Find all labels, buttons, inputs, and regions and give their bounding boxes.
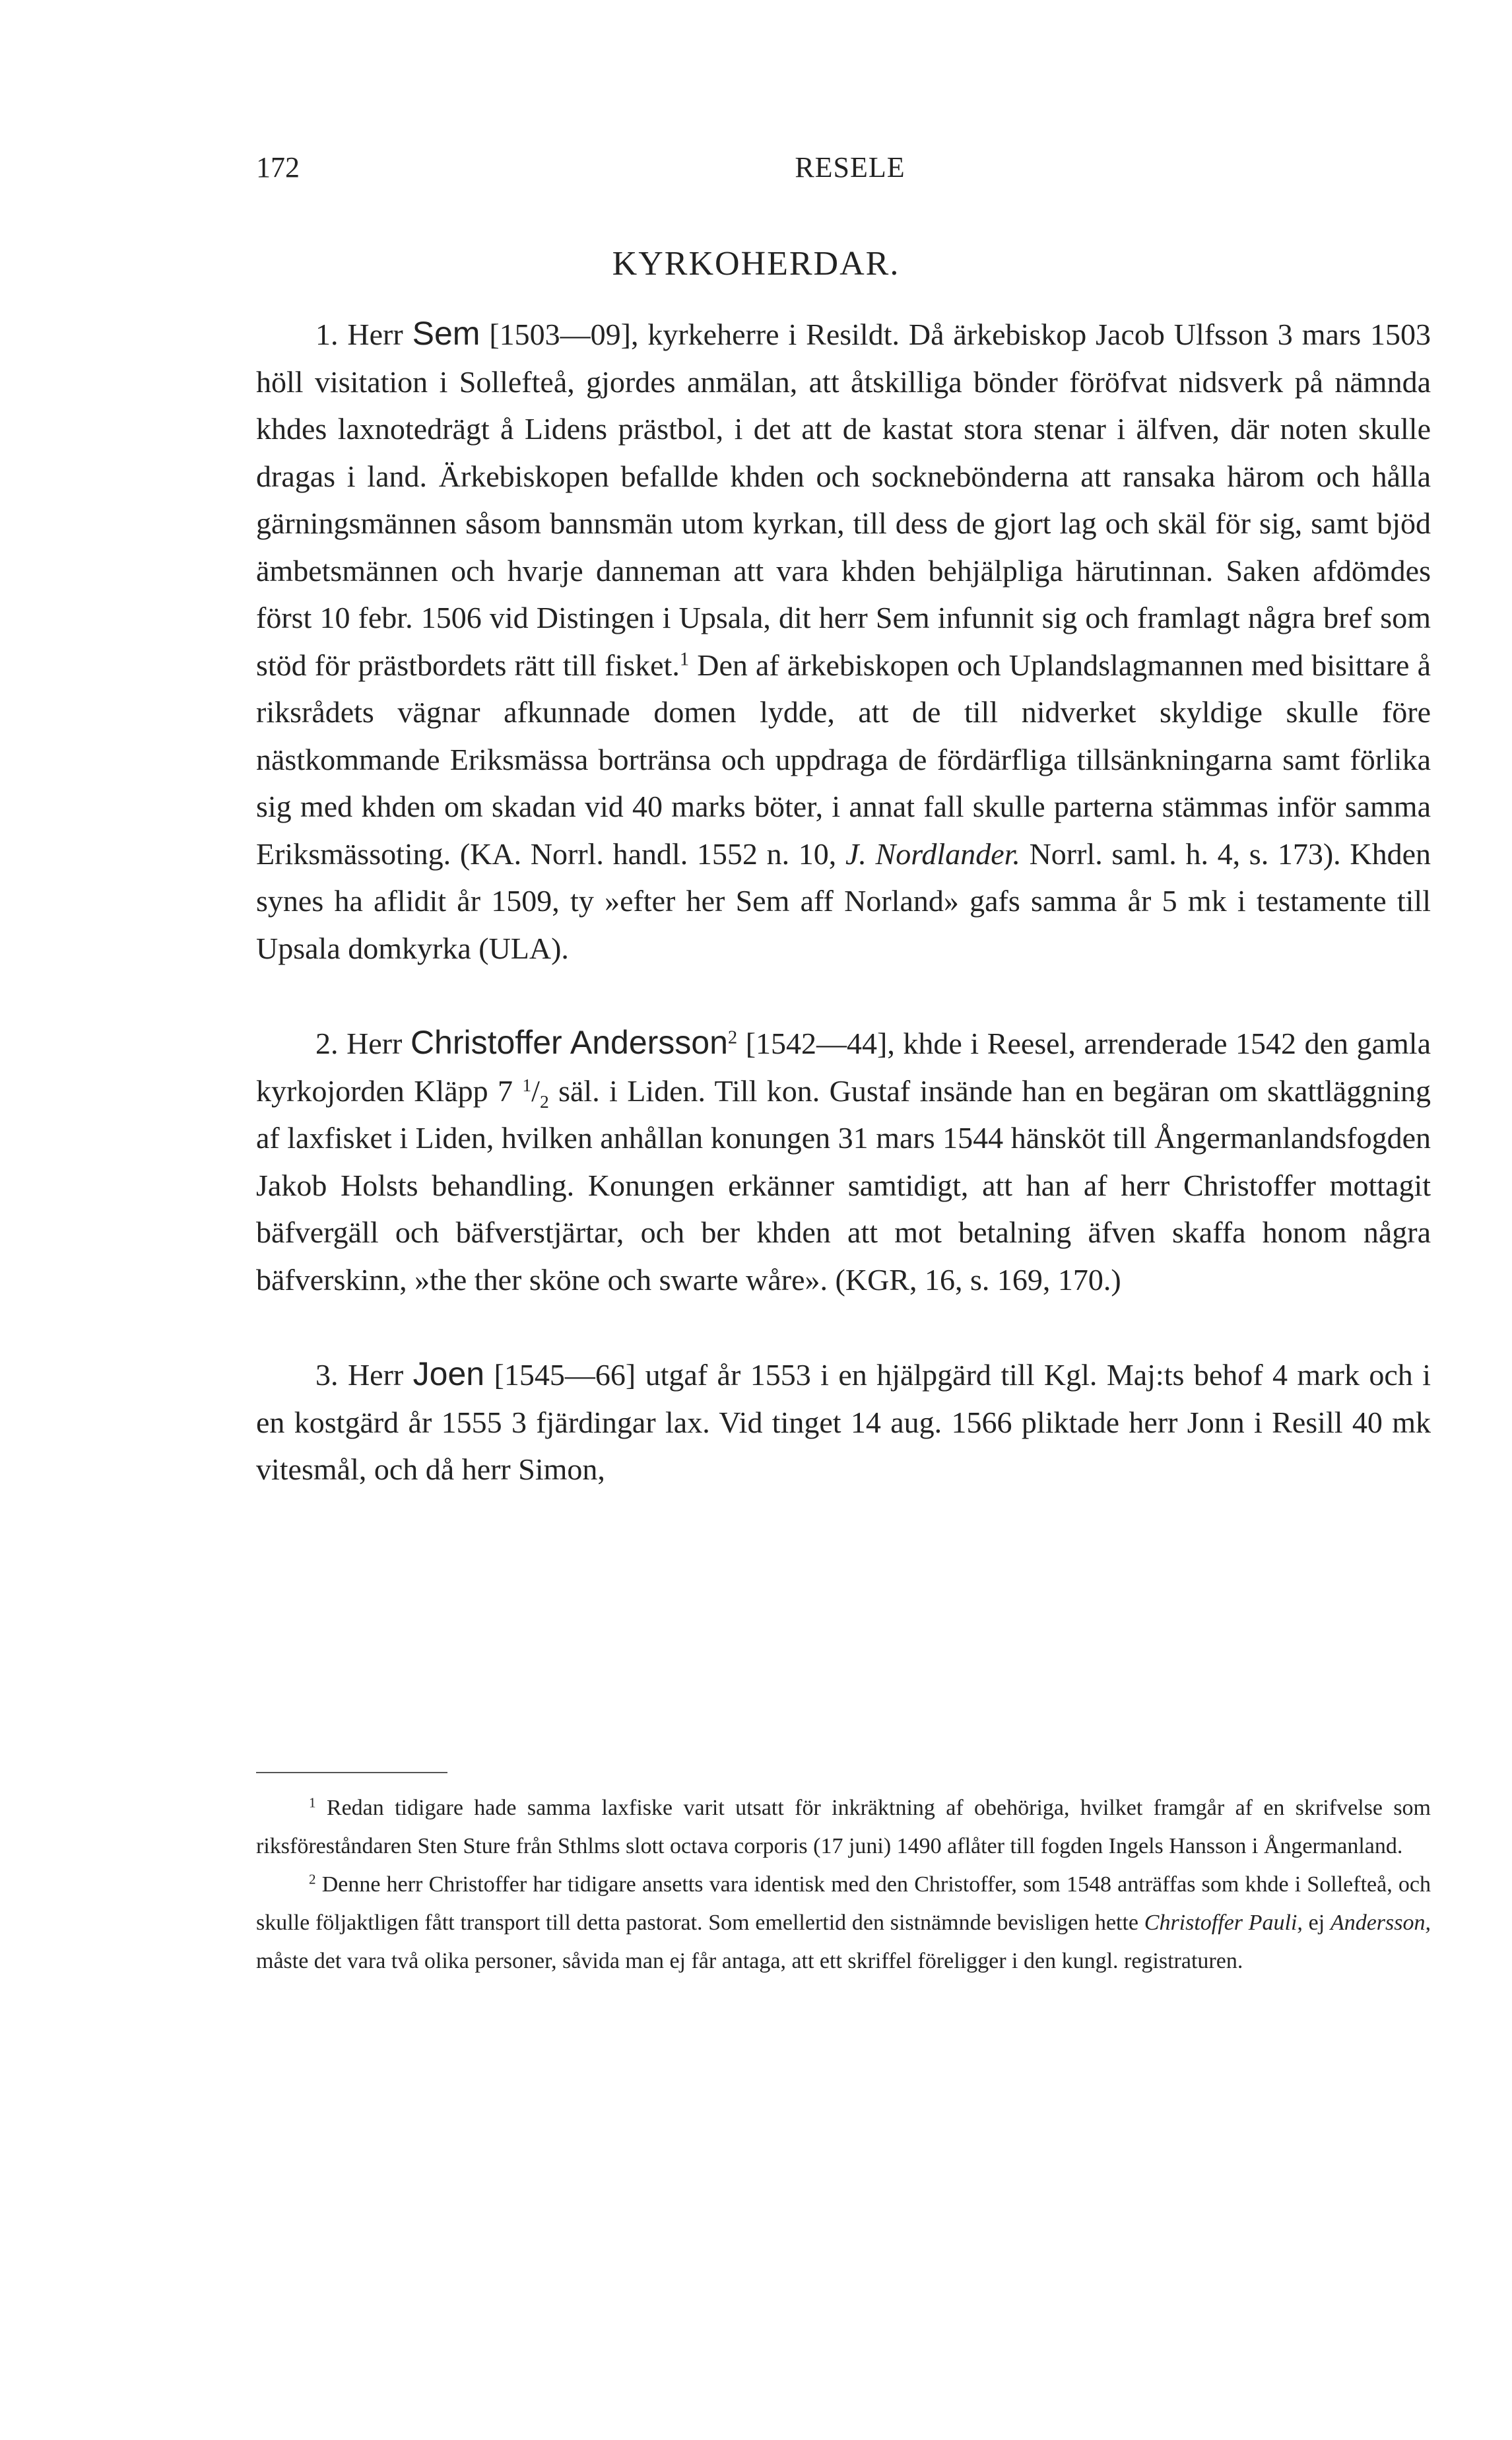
- footnote-marker: 2: [309, 1871, 316, 1887]
- entry-text-continued: säl. i Liden. Till kon. Gustaf insände han en begäran om skattläggning af laxfisket i Liden, hvilken anhållan konungen 31 mars 1544 hänsköt till Ångermanlandsfogden Jakob Holsts behandling. Konungen erkänner samtidigt, att han af herr Christoffer mottagit bäfvergäll och bäfverstjärtar, och ber khden att mot betalning äfven skaffa honom några bäfverskinn, »the ther sköne och swarte wåre». (KGR, 16, s. 169, 170.): [256, 1073, 1431, 1297]
- entry-title: Herr: [347, 318, 403, 351]
- footnote-text: Redan tidigare hade samma laxfiske varit utsatt för inkräktning af obehöriga, hvilket framgår af en skrifvelse som riksföreståndaren Sten Sture från Sthlms slott octava corporis (17 juni) 1490 aflåter till fogden Ingels Hansson i Ångermanland.: [256, 1796, 1431, 1858]
- fraction-denominator: 2: [539, 1091, 549, 1112]
- page-number: 172: [256, 151, 300, 184]
- entry-citation-italic: J. Nordlander.: [845, 836, 1020, 871]
- entry-text: [1545—66] utgaf år 1553 i en hjälpgärd till Kgl. Maj:ts behof 4 mark och i en kostgärd år 1555 3 fjärdingar lax. Vid tinget 14 aug. 1566 pliktade herr Jonn i Resill 40 mk vitesmål, och då herr Simon,: [256, 1358, 1431, 1486]
- entry-number: 2.: [315, 1027, 339, 1060]
- entry-3: [256, 1351, 1431, 1493]
- running-head: RESELE: [795, 151, 905, 184]
- footnote-text: måste det vara två olika personer, såvida man ej får antaga, att ett skriffel föreligger i den kungl. registraturen.: [256, 1949, 1243, 1973]
- entry-number: 3.: [315, 1358, 339, 1392]
- footnote-text: Denne herr Christoffer har tidigare ansetts vara identisk med den Christoffer, som 1548 anträffas som khde i Sollefteå, och skulle följaktligen fått transport till detta pastorat. Som emellertid den sistnämnde bevisligen hette: [256, 1872, 1431, 1935]
- entry-text: [1542—44], khde i Reesel, arrenderade 1542 den gamla kyrkojorden Kläpp 7: [256, 1027, 1431, 1108]
- footnote-1: [256, 1789, 1431, 1866]
- page-header: [256, 151, 1444, 197]
- entry-text-end: Norrl. saml. h. 4, s. 173). Khden synes ha aflidit år 1509, ty »efter her Sem aff Norland» gafs samma år 5 mk i testamente till Upsala domkyrka (ULA).: [256, 836, 1431, 965]
- entry-title: Herr: [346, 1027, 403, 1060]
- entry-text: [1503—09], kyrkeherre i Resildt. Då ärkebiskop Jacob Ulfsson 3 mars 1503 höll visitation i Sollefteå, gjordes anmälan, att åtskilliga bönder föröfvat nidsverk på nämnda khdes laxnotedrägt å Lidens prästbol, i det att de kastat stora stenar i älfven, där noten skulle dragas i land. Ärkebiskopen befallde khden och sockneböndernа att ransaka härom och hålla gärningsmännen såsom bannsmän utom kyrkan, till dess de gjort lag och skäl för sig, samt bjöd ämbetsmännen och hvarje danneman att vara khden behjälpliga härutinnan. Saken afdömdes först 10 febr. 1506 vid Distingen i Upsala, dit herr Sem infunnit sig och framlagt några bref som stöd för prästbordets rätt till fisket.: [256, 318, 1431, 682]
- entry-number: 1.: [315, 318, 339, 351]
- entry-title: Herr: [347, 1358, 404, 1392]
- footnote-text: ej: [1302, 1911, 1331, 1935]
- entry-name: Sem: [412, 315, 480, 352]
- footnote-marker: 1: [309, 1794, 316, 1811]
- entry-2: [256, 1019, 1431, 1303]
- body-text: [256, 310, 1431, 1493]
- entry-1: [256, 310, 1431, 972]
- footnote-italic-name: Christoffer Pauli,: [1144, 1911, 1303, 1935]
- entry-name: Joen: [412, 1355, 485, 1392]
- section-title: KYRKOHERDAR.: [612, 245, 900, 283]
- footnote-italic-name: Andersson,: [1330, 1911, 1431, 1935]
- fraction: $^1/_2$: [522, 1073, 549, 1112]
- entry-text-continued: Den af ärkebiskopen och Uplandslagmannen med bisittare å riksrådets vägnar afkunnade domen lydde, att de till nidverket skyldige skulle före nästkommande Eriksmässa borträns​a och uppdraga de fördärfliga tillsänkningarna samt förlika sig med khden om skadan vid 40 marks böter, i annat fall skulle parterna stämmas inför samma Eriksmässoting. (KA. Norrl. handl. 1552 n. 10,: [256, 648, 1431, 871]
- footnote-2: [256, 1866, 1431, 1981]
- footnote-ref: 1: [679, 648, 690, 669]
- fraction-numerator: 1: [522, 1074, 532, 1095]
- footnote-ref: 2: [727, 1027, 738, 1048]
- footnotes: [256, 1789, 1431, 1981]
- entry-name: Christoffer Andersson: [410, 1024, 728, 1061]
- footnote-divider: [256, 1772, 447, 1773]
